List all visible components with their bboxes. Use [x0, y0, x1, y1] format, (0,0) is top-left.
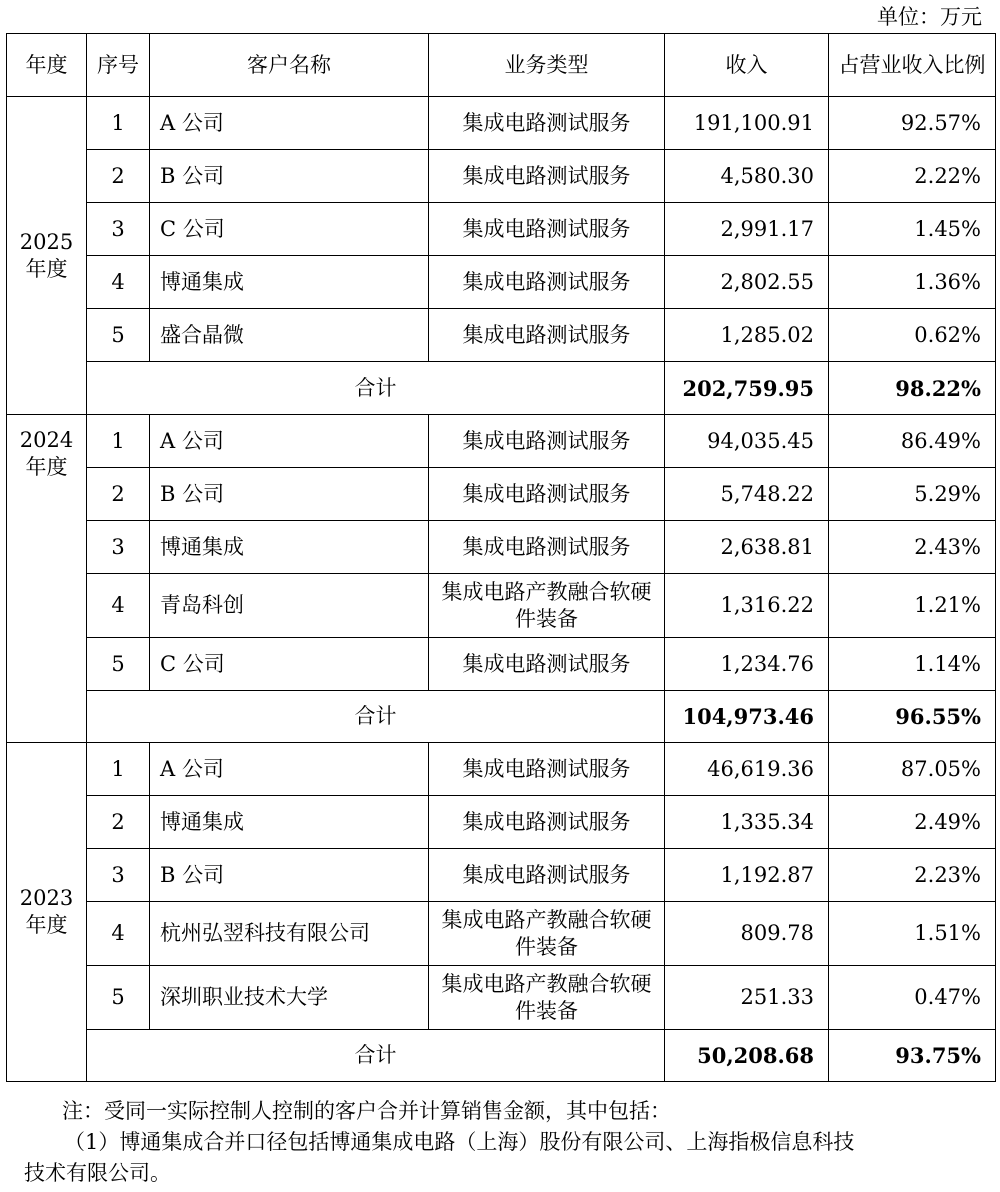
revenue-cell: 94,035.45: [665, 415, 829, 468]
ratio-cell: 2.49%: [829, 796, 996, 849]
business-cell: 集成电路产教融合软硬件装备: [429, 966, 665, 1030]
total-label: 合计: [87, 1030, 665, 1082]
customer-cell: 青岛科创: [150, 574, 429, 638]
table-notes: [0, 1096, 1000, 1189]
header-business: 业务类型: [429, 34, 665, 97]
year-cell: 2025年度: [7, 97, 87, 415]
table-row: [7, 902, 996, 966]
total-ratio: 98.22%: [829, 362, 996, 415]
table-row: [7, 966, 996, 1030]
total-row: [7, 362, 996, 415]
seq-cell: 2: [87, 150, 150, 203]
ratio-cell: 87.05%: [829, 743, 996, 796]
customer-cell: B 公司: [150, 849, 429, 902]
revenue-cell: 1,234.76: [665, 638, 829, 691]
revenue-cell: 1,285.02: [665, 309, 829, 362]
customer-cell: 博通集成: [150, 521, 429, 574]
business-cell: 集成电路测试服务: [429, 309, 665, 362]
unit-label: 单位：万元: [877, 5, 982, 29]
business-cell: 集成电路测试服务: [429, 849, 665, 902]
total-row: [7, 691, 996, 743]
revenue-cell: 191,100.91: [665, 97, 829, 150]
business-cell: 集成电路测试服务: [429, 97, 665, 150]
business-cell: 集成电路测试服务: [429, 150, 665, 203]
revenue-cell: 1,335.34: [665, 796, 829, 849]
customer-cell: C 公司: [150, 203, 429, 256]
seq-cell: 1: [87, 743, 150, 796]
business-cell: 集成电路测试服务: [429, 743, 665, 796]
header-customer: 客户名称: [150, 34, 429, 97]
seq-cell: 4: [87, 256, 150, 309]
table-row: [7, 150, 996, 203]
seq-cell: 5: [87, 309, 150, 362]
customer-cell: 杭州弘翌科技有限公司: [150, 902, 429, 966]
ratio-cell: 86.49%: [829, 415, 996, 468]
seq-cell: 3: [87, 849, 150, 902]
revenue-cell: 46,619.36: [665, 743, 829, 796]
revenue-cell: 2,638.81: [665, 521, 829, 574]
table-row: [7, 415, 996, 468]
ratio-cell: 5.29%: [829, 468, 996, 521]
top-customers-table: [6, 33, 996, 1082]
revenue-cell: 809.78: [665, 902, 829, 966]
seq-cell: 5: [87, 638, 150, 691]
table-row: [7, 468, 996, 521]
business-cell: 集成电路测试服务: [429, 796, 665, 849]
table-row: [7, 309, 996, 362]
header-ratio: 占营业收入比例: [829, 34, 996, 97]
ratio-cell: 1.36%: [829, 256, 996, 309]
ratio-cell: 2.23%: [829, 849, 996, 902]
table-row: [7, 796, 996, 849]
table-row: [7, 97, 996, 150]
business-cell: 集成电路测试服务: [429, 638, 665, 691]
seq-cell: 3: [87, 521, 150, 574]
revenue-cell: 1,192.87: [665, 849, 829, 902]
revenue-cell: 4,580.30: [665, 150, 829, 203]
business-cell: 集成电路测试服务: [429, 203, 665, 256]
year-cell: 2023年度: [7, 743, 87, 1082]
header-row: [7, 34, 996, 97]
table-row: [7, 574, 996, 638]
customer-cell: B 公司: [150, 468, 429, 521]
ratio-cell: 1.45%: [829, 203, 996, 256]
total-label: 合计: [87, 691, 665, 743]
ratio-cell: 0.62%: [829, 309, 996, 362]
total-ratio: 96.55%: [829, 691, 996, 743]
total-revenue: 50,208.68: [665, 1030, 829, 1082]
seq-cell: 2: [87, 796, 150, 849]
header-seq: 序号: [87, 34, 150, 97]
seq-cell: 1: [87, 97, 150, 150]
note-line-2: （1）博通集成合并口径包括博通集成电路（上海）股份有限公司、上海指极信息科技: [64, 1130, 855, 1154]
customer-cell: 深圳职业技术大学: [150, 966, 429, 1030]
business-cell: 集成电路测试服务: [429, 415, 665, 468]
total-revenue: 104,973.46: [665, 691, 829, 743]
total-label: 合计: [87, 362, 665, 415]
note-line-3: 技术有限公司。: [24, 1161, 171, 1185]
ratio-cell: 92.57%: [829, 97, 996, 150]
header-revenue: 收入: [665, 34, 829, 97]
ratio-cell: 0.47%: [829, 966, 996, 1030]
seq-cell: 2: [87, 468, 150, 521]
business-cell: 集成电路产教融合软硬件装备: [429, 574, 665, 638]
note-line-1: 注：受同一实际控制人控制的客户合并计算销售金额，其中包括：: [62, 1099, 671, 1123]
seq-cell: 4: [87, 902, 150, 966]
customer-cell: C 公司: [150, 638, 429, 691]
business-cell: 集成电路测试服务: [429, 468, 665, 521]
year-cell: 2024年度: [7, 415, 87, 743]
total-row: [7, 1030, 996, 1082]
table-row: [7, 521, 996, 574]
seq-cell: 5: [87, 966, 150, 1030]
table-row: [7, 256, 996, 309]
customer-cell: A 公司: [150, 97, 429, 150]
ratio-cell: 2.22%: [829, 150, 996, 203]
table-row: [7, 849, 996, 902]
ratio-cell: 1.21%: [829, 574, 996, 638]
revenue-cell: 2,802.55: [665, 256, 829, 309]
customer-cell: 盛合晶微: [150, 309, 429, 362]
seq-cell: 3: [87, 203, 150, 256]
ratio-cell: 1.51%: [829, 902, 996, 966]
customer-cell: 博通集成: [150, 796, 429, 849]
ratio-cell: 1.14%: [829, 638, 996, 691]
business-cell: 集成电路测试服务: [429, 521, 665, 574]
seq-cell: 1: [87, 415, 150, 468]
revenue-cell: 1,316.22: [665, 574, 829, 638]
customer-cell: A 公司: [150, 415, 429, 468]
customer-cell: B 公司: [150, 150, 429, 203]
business-cell: 集成电路测试服务: [429, 256, 665, 309]
ratio-cell: 2.43%: [829, 521, 996, 574]
header-year: 年度: [7, 34, 87, 97]
revenue-cell: 2,991.17: [665, 203, 829, 256]
total-revenue: 202,759.95: [665, 362, 829, 415]
table-row: [7, 638, 996, 691]
seq-cell: 4: [87, 574, 150, 638]
revenue-cell: 5,748.22: [665, 468, 829, 521]
revenue-cell: 251.33: [665, 966, 829, 1030]
business-cell: 集成电路产教融合软硬件装备: [429, 902, 665, 966]
customer-cell: 博通集成: [150, 256, 429, 309]
table-row: [7, 203, 996, 256]
table-row: [7, 743, 996, 796]
total-ratio: 93.75%: [829, 1030, 996, 1082]
customer-cell: A 公司: [150, 743, 429, 796]
